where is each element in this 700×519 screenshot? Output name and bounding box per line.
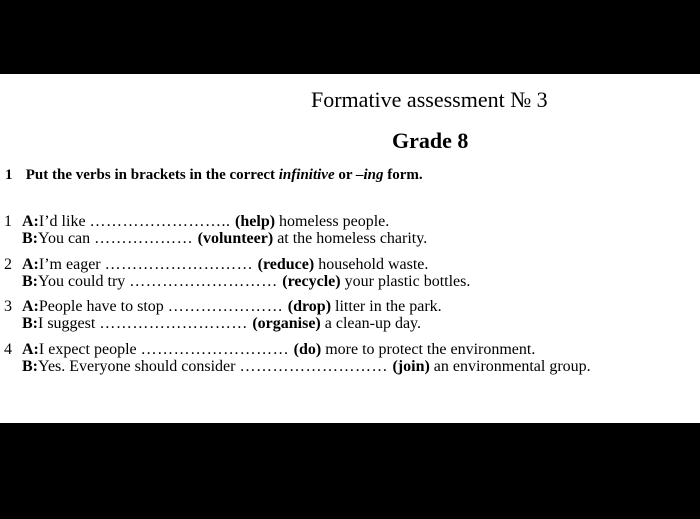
answer-blank: ……………………… (99, 315, 253, 332)
answer-blank: ……………………… (140, 341, 294, 358)
instruction-text-middle: or (334, 167, 356, 183)
verb-in-brackets: (help) (235, 213, 276, 230)
grade-heading: Grade 8 (392, 128, 469, 153)
dialogue-line-b (22, 230, 427, 247)
line-text: I’d like (38, 213, 90, 230)
verb-in-brackets: (recycle) (282, 273, 341, 290)
dialogue-line-b (22, 273, 470, 290)
answer-blank: ……………… (94, 230, 198, 247)
line-text: an environmental group. (429, 358, 591, 375)
line-text: You could try (38, 273, 130, 290)
worksheet-title: Formative assessment № 3 (311, 87, 548, 112)
line-text: your plastic bottles. (340, 273, 471, 290)
item-number: 1 (4, 213, 12, 230)
dialogue-line-b (22, 315, 421, 332)
dialogue-line-a (22, 256, 428, 273)
verb-in-brackets: (organise) (252, 315, 321, 332)
line-text: I’m eager (38, 256, 105, 273)
line-text: I suggest (38, 315, 100, 332)
speaker-label: B: (22, 315, 38, 332)
line-text: homeless people. (275, 213, 390, 230)
verb-in-brackets: (reduce) (257, 256, 315, 273)
line-text: a clean-up day. (320, 315, 422, 332)
line-text: more to protect the environment. (321, 341, 536, 358)
speaker-label: A: (22, 213, 39, 230)
line-text: at the homeless charity. (273, 230, 428, 247)
bottom-black-bar (0, 423, 700, 519)
speaker-label: A: (22, 341, 39, 358)
item-number: 2 (4, 256, 12, 273)
exercise-instruction (5, 167, 423, 184)
worksheet-page (0, 74, 700, 423)
answer-blank: …………………….. (89, 213, 236, 230)
line-text: Yes. Everyone should consider (38, 358, 240, 375)
line-text: People have to stop (38, 298, 168, 315)
verb-in-brackets: (join) (392, 358, 430, 375)
instruction-italic-ing: –ing (356, 167, 384, 183)
answer-blank: ……………………… (239, 358, 393, 375)
speaker-label: A: (22, 256, 39, 273)
line-text: litter in the park. (331, 298, 442, 315)
instruction-italic-infinitive: infinitive (278, 167, 335, 183)
line-text: I expect people (38, 341, 141, 358)
answer-blank: ……………………… (104, 256, 258, 273)
answer-blank: ……………………… (129, 273, 283, 290)
speaker-label: A: (22, 298, 39, 315)
answer-blank: ………………… (167, 298, 288, 315)
verb-in-brackets: (volunteer) (197, 230, 274, 247)
dialogue-line-a (22, 298, 442, 315)
dialogue-line-a (22, 213, 389, 230)
instruction-text-after: form. (383, 167, 423, 183)
exercise-number: 1 (5, 167, 13, 183)
verb-in-brackets: (do) (293, 341, 322, 358)
top-black-bar (0, 0, 700, 74)
item-number: 4 (4, 341, 12, 358)
line-text: household waste. (314, 256, 429, 273)
dialogue-line-b (22, 358, 591, 375)
item-number: 3 (4, 298, 12, 315)
speaker-label: B: (22, 273, 38, 290)
instruction-text-before: Put the verbs in brackets in the correct (25, 167, 279, 183)
speaker-label: B: (22, 358, 38, 375)
speaker-label: B: (22, 230, 38, 247)
verb-in-brackets: (drop) (287, 298, 332, 315)
line-text: You can (38, 230, 95, 247)
dialogue-line-a (22, 341, 535, 358)
